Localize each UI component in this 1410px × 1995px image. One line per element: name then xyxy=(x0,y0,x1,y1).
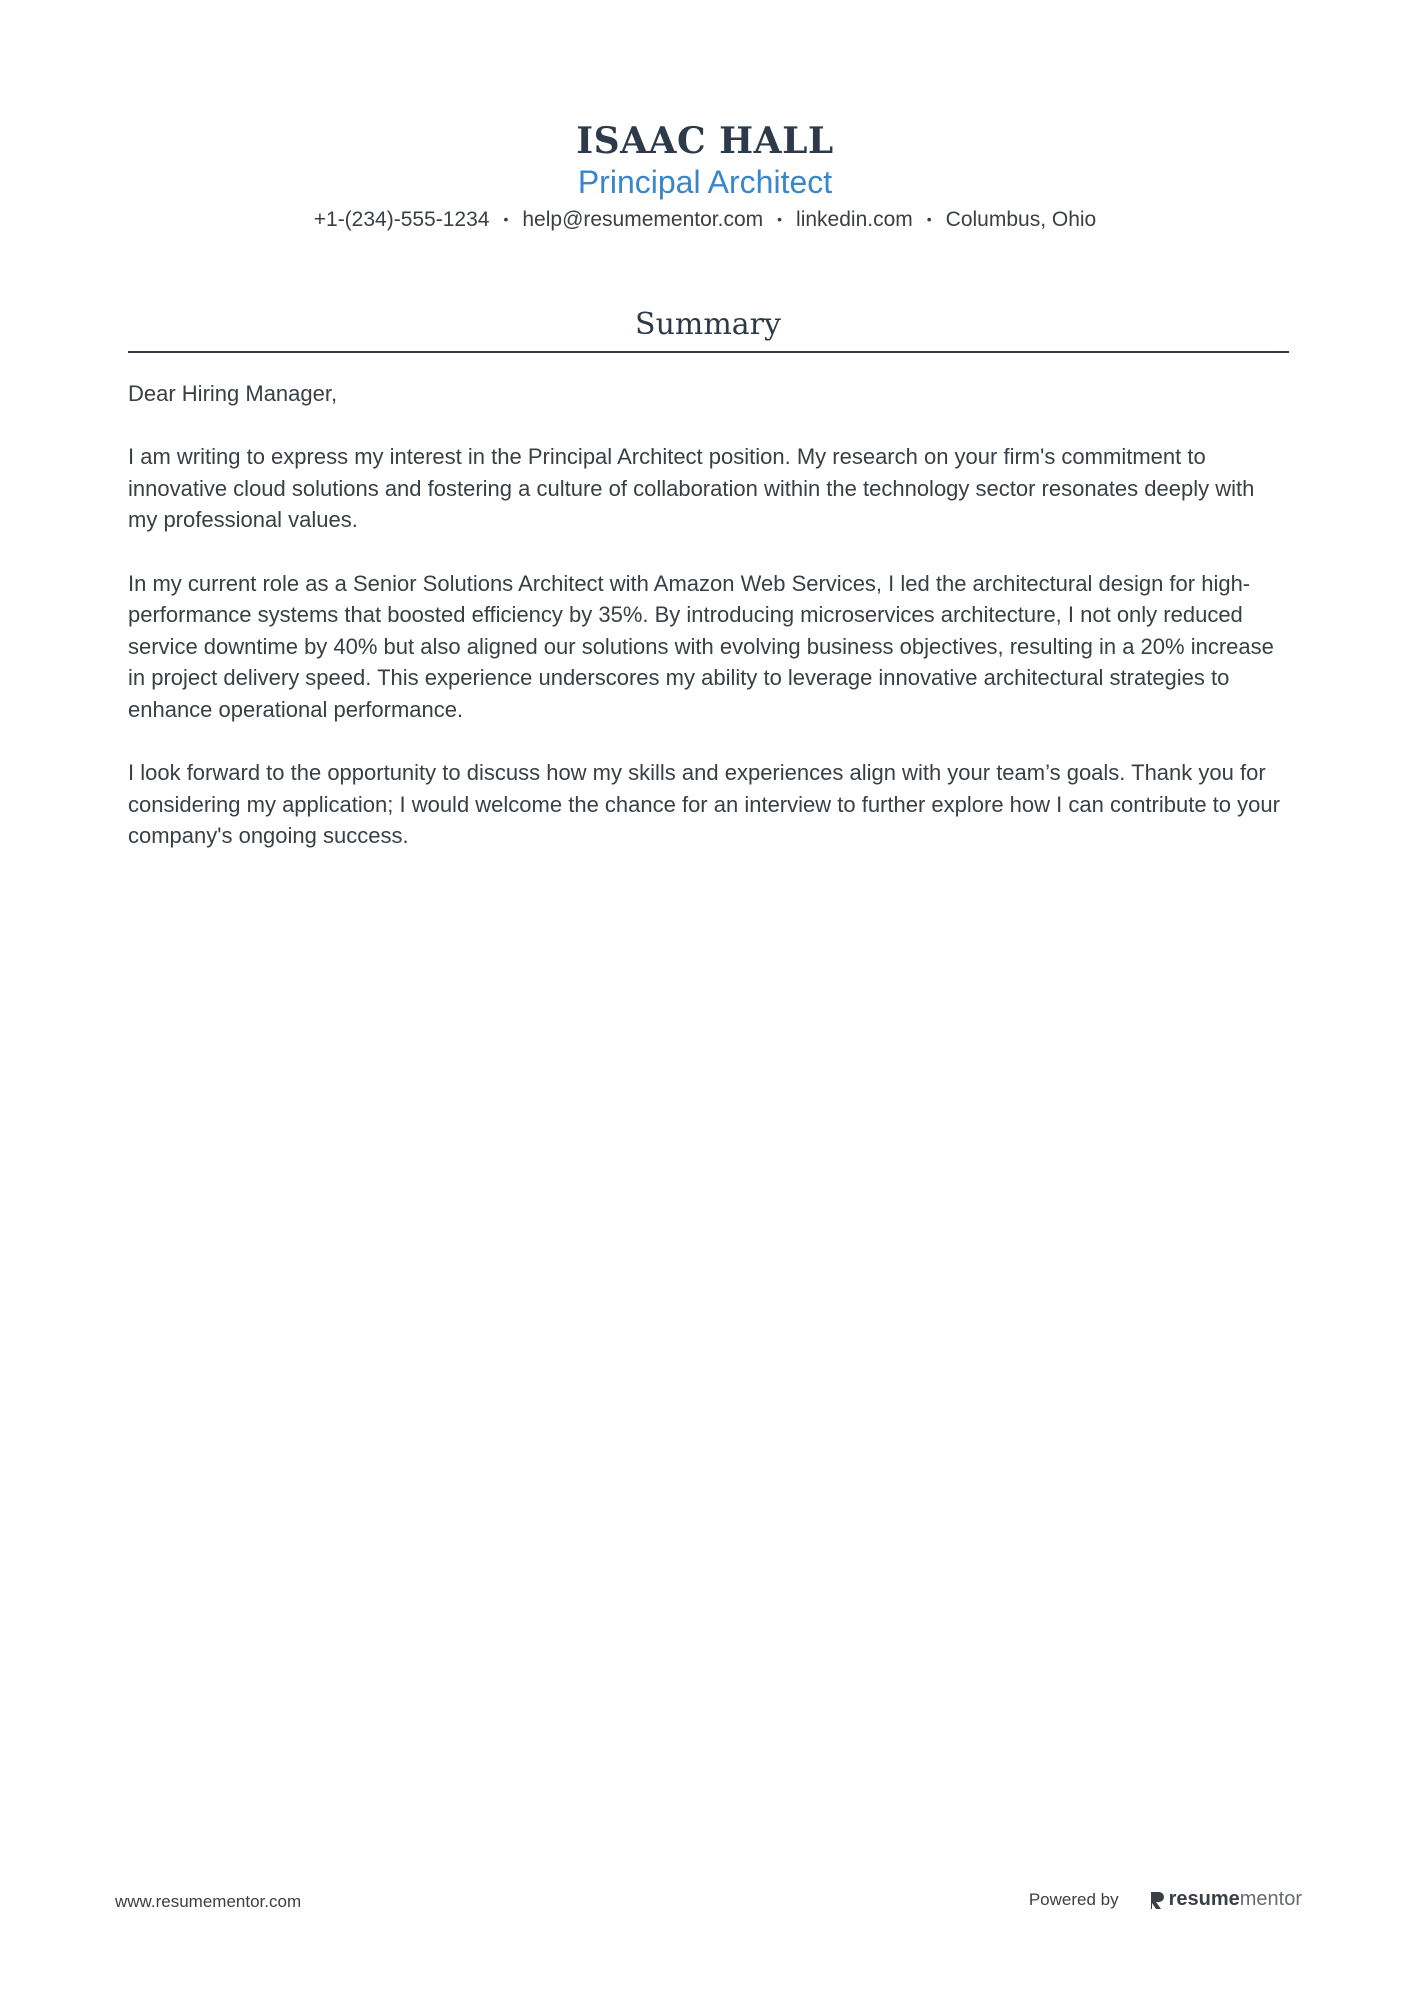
job-title: Principal Architect xyxy=(577,164,833,200)
section-title: Summary xyxy=(635,307,781,342)
contact-email[interactable]: help@resumementor.com xyxy=(522,208,764,231)
contact-linkedin[interactable]: linkedin.com xyxy=(796,208,913,231)
paragraph: I am writing to express my interest in the Principal Architect position. My research on your firm's commitment to innovative cloud solutions and fostering a culture of collaboration within the technology sector resonates deeply with my professional values. xyxy=(128,444,1255,533)
resumementor-logo-icon xyxy=(1149,1890,1165,1910)
footer-branding xyxy=(1029,1888,1302,1911)
bullet-separator: • xyxy=(503,211,509,227)
brand-name-bold: resume xyxy=(1168,1888,1240,1910)
header xyxy=(0,118,1410,235)
powered-by-label: Powered by xyxy=(1028,1889,1119,1909)
footer-website[interactable]: www.resumementor.com xyxy=(115,1892,302,1911)
brand-name-light: mentor xyxy=(1239,1888,1302,1910)
brand-logo[interactable] xyxy=(1149,1888,1302,1911)
bullet-separator: • xyxy=(926,211,932,227)
candidate-name: ISAAC HALL xyxy=(576,120,834,162)
contact-line xyxy=(0,204,1410,235)
paragraph: In my current role as a Senior Solutions Architect with Amazon Web Services, I led the architectural design for high-performance systems that boosted efficiency by 35%. By introducing microservices architecture, I not only reduced service downtime by 40% but also aligned our solutions with evolving business objectives, resulting in a 20% increase in project delivery speed. This experience underscores my ability to leverage innovative architectural strategies to enhance operational performance. xyxy=(128,570,1274,722)
paragraph: I look forward to the opportunity to discuss how my skills and experiences align with your team’s goals. Thank you for considering my application; I would welcome the chance for an interview to further explore how I can contribute to your company's ongoing success. xyxy=(128,760,1280,849)
contact-location: Columbus, Ohio xyxy=(945,208,1097,231)
greeting: Dear Hiring Manager, xyxy=(128,381,338,406)
letter-body xyxy=(128,378,1288,884)
contact-phone: +1-(234)-555-1234 xyxy=(313,208,490,231)
bullet-separator: • xyxy=(777,211,783,227)
section-divider xyxy=(128,351,1289,353)
